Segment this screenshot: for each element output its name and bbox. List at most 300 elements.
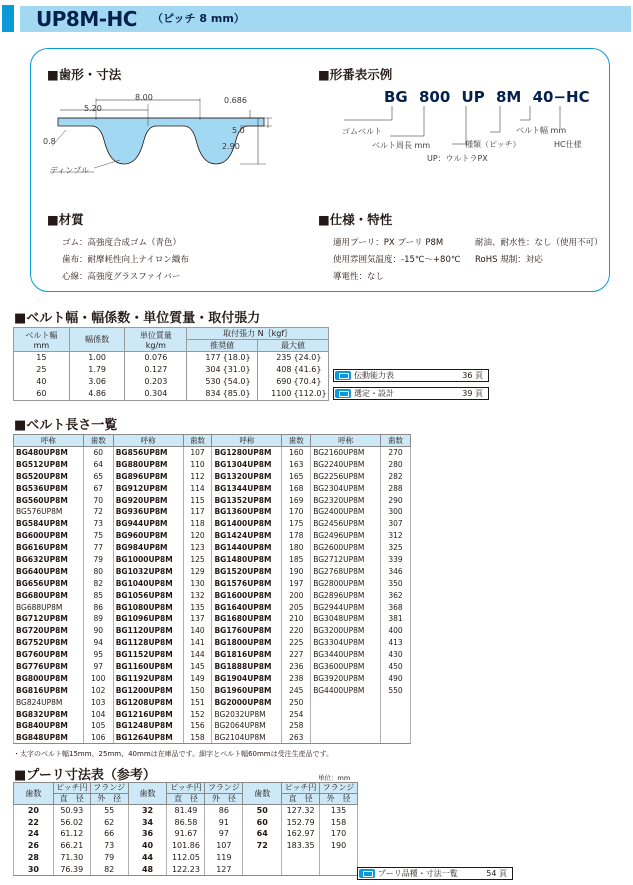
- belt-name: BG536UP8M: [14, 482, 84, 494]
- teeth-count: 32: [128, 805, 167, 817]
- label-type: 種類（ピッチ）: [465, 140, 521, 149]
- table-row: [14, 470, 411, 482]
- flange-diameter: 73: [90, 840, 128, 852]
- belt-name: BG1600UP8M: [212, 589, 282, 601]
- teeth-count: 129: [183, 565, 212, 577]
- ref-pulley-list-link[interactable]: プーリ品種・寸法一覧 54 頁: [357, 867, 513, 880]
- belt-name: BG1320UP8M: [212, 470, 282, 482]
- col-header-teeth: 歯数: [282, 435, 311, 447]
- teeth-count: 430: [381, 649, 411, 661]
- table-row: [14, 840, 358, 852]
- teeth-count: 300: [381, 506, 411, 518]
- teeth-count: [381, 732, 411, 744]
- dim-pitch: 8.00: [135, 93, 153, 102]
- pitch-diameter: 127.32: [282, 805, 320, 817]
- table-cell: {112.0}: [293, 389, 327, 399]
- table-row: [14, 684, 411, 696]
- belt-name: BG560UP8M: [14, 494, 84, 506]
- ref-selection-link[interactable]: 選定・設計 39 頁: [333, 387, 489, 400]
- belt-name: BG1080UP8M: [113, 601, 183, 613]
- col-header: ベルト幅 mm: [14, 328, 70, 352]
- dim-height: 5.0: [232, 126, 245, 135]
- table-row: [14, 852, 358, 864]
- belt-name: BG984UP8M: [113, 542, 183, 554]
- belt-name: BG1056UP8M: [113, 589, 183, 601]
- teeth-count: 210: [282, 613, 311, 625]
- teeth-count: 227: [282, 649, 311, 661]
- flange-diameter: 82: [90, 863, 128, 875]
- spec-line: 耐油、耐水性：なし（使用不可）: [475, 238, 603, 248]
- table-row: [14, 589, 411, 601]
- ref-power-table-link[interactable]: 伝動能力表 36 頁: [333, 369, 489, 382]
- belt-name: BG1208UP8M: [113, 696, 183, 708]
- belt-name: BG816UP8M: [14, 684, 84, 696]
- belt-name: BG1520UP8M: [212, 565, 282, 577]
- belt-name: BG1192UP8M: [113, 672, 183, 684]
- teeth-count: 120: [183, 530, 212, 542]
- teeth-count: 107: [183, 447, 212, 459]
- col-header-pitch-sub: 直 径: [282, 794, 320, 805]
- header-row: [14, 794, 358, 805]
- flange-diameter: 55: [90, 805, 128, 817]
- table-row: [14, 554, 411, 566]
- table-row: [14, 863, 358, 875]
- teeth-count: 160: [282, 447, 311, 459]
- table-row: [14, 601, 411, 613]
- teeth-count: 156: [183, 720, 212, 732]
- label-length: ベルト周長 mm: [372, 141, 431, 150]
- teeth-count: 86: [83, 601, 113, 613]
- pitch-diameter: 76.39: [53, 863, 90, 875]
- table-row: [14, 649, 411, 661]
- table-cell: {54.0}: [223, 376, 258, 388]
- belt-name: BG2240UP8M: [311, 458, 381, 470]
- unit-label: 単位：mm: [318, 774, 351, 782]
- belt-name: BG1480UP8M: [212, 554, 282, 566]
- belt-name: BG824UP8M: [14, 696, 84, 708]
- col-header-pitch: ピッチ円: [53, 783, 90, 794]
- table-row: [14, 828, 358, 840]
- col-header: 推奨値: [187, 340, 258, 352]
- table-row: [14, 720, 411, 732]
- belt-name: BG1424UP8M: [212, 530, 282, 542]
- pulley-table: [13, 782, 358, 876]
- stock-note: ・太字のベルト幅15mm、25mm、40mmは在庫品です。細字とベルト幅60mmは受注生産品です。: [13, 750, 334, 758]
- teeth-count: 325: [381, 542, 411, 554]
- belt-name: BG4400UP8M: [311, 684, 381, 696]
- table-cell: 15: [14, 352, 70, 364]
- table-row: [14, 352, 329, 364]
- belt-name: BG3200UP8M: [311, 625, 381, 637]
- table-row: [14, 482, 411, 494]
- table-cell: 304: [187, 364, 223, 376]
- col-header-teeth: 歯数: [183, 435, 212, 447]
- pitch-diameter: 61.12: [53, 828, 90, 840]
- flange-diameter: [320, 852, 358, 864]
- belt-name: BG3920UP8M: [311, 672, 381, 684]
- belt-name: BG1344UP8M: [212, 482, 282, 494]
- belt-name: BG1264UP8M: [113, 732, 183, 744]
- table-cell: 1100: [258, 388, 294, 400]
- teeth-count: 288: [381, 482, 411, 494]
- teeth-count: 48: [128, 863, 167, 875]
- belt-name: BG1360UP8M: [212, 506, 282, 518]
- belt-name: BG944UP8M: [113, 518, 183, 530]
- teeth-count: 175: [282, 518, 311, 530]
- table-row: [14, 565, 411, 577]
- table-row: [14, 732, 411, 744]
- teeth-count: 97: [83, 661, 113, 673]
- flange-diameter: [320, 863, 358, 875]
- belt-name: BG856UP8M: [113, 447, 183, 459]
- pitch-diameter: 122.23: [167, 863, 205, 875]
- belt-name: [311, 696, 381, 708]
- flange-diameter: 86: [205, 805, 243, 817]
- spec-heading: ■仕様・特性: [318, 212, 393, 227]
- teeth-count: 158: [183, 732, 212, 744]
- col-header-name: 呼称: [113, 435, 183, 447]
- table-row: [14, 530, 411, 542]
- teeth-count: 130: [183, 577, 212, 589]
- pitch-diameter: 81.49: [167, 805, 205, 817]
- col-header-name: 呼称: [14, 435, 84, 447]
- teeth-count: 185: [282, 554, 311, 566]
- length-table: [13, 434, 411, 744]
- table-row: [14, 458, 411, 470]
- table-cell: 1.00: [69, 352, 125, 364]
- belt-name: BG2600UP8M: [311, 542, 381, 554]
- teeth-count: 205: [282, 601, 311, 613]
- teeth-count: 225: [282, 637, 311, 649]
- pulley-table-heading: ■プーリ寸法表（参考）: [14, 768, 156, 783]
- teeth-count: 168: [282, 482, 311, 494]
- teeth-count: [381, 708, 411, 720]
- table-cell: 60: [14, 388, 70, 400]
- belt-name: BG1304UP8M: [212, 458, 282, 470]
- pitch-diameter: 50.93: [53, 805, 90, 817]
- teeth-count: 67: [83, 482, 113, 494]
- dim-land: 5.20: [84, 104, 102, 113]
- flange-diameter: 97: [205, 828, 243, 840]
- teeth-count: 100: [83, 672, 113, 684]
- header-band: [20, 6, 631, 32]
- table-cell: 0.127: [125, 364, 187, 376]
- teeth-count: [381, 696, 411, 708]
- belt-name: BG1904UP8M: [212, 672, 282, 684]
- belt-name: BG480UP8M: [14, 447, 84, 459]
- teeth-count: 190: [282, 565, 311, 577]
- belt-name: BG2064UP8M: [212, 720, 282, 732]
- code-hc: HC: [566, 88, 590, 106]
- belt-name: BG1096UP8M: [113, 613, 183, 625]
- col-header-name: 呼称: [311, 435, 381, 447]
- belt-name: BG3600UP8M: [311, 661, 381, 673]
- belt-name: [311, 720, 381, 732]
- col-header-flange-sub: 外 径: [320, 794, 358, 805]
- teeth-count: 178: [282, 530, 311, 542]
- teeth-count: 141: [183, 637, 212, 649]
- flange-diameter: 119: [205, 852, 243, 864]
- belt-name: BG960UP8M: [113, 530, 183, 542]
- teeth-count: 200: [282, 589, 311, 601]
- teeth-count: 79: [83, 554, 113, 566]
- belt-name: BG3304UP8M: [311, 637, 381, 649]
- spec-line: 適用プーリ：PX プーリ P8M: [333, 238, 444, 248]
- teeth-count: 258: [282, 720, 311, 732]
- label-hc: HC仕様: [554, 140, 582, 149]
- teeth-count: 152: [183, 708, 212, 720]
- teeth-count: 26: [14, 840, 54, 852]
- belt-name: BG576UP8M: [14, 506, 84, 518]
- teeth-count: 236: [282, 661, 311, 673]
- teeth-count: 381: [381, 613, 411, 625]
- table-row: [14, 613, 411, 625]
- belt-name: BG3440UP8M: [311, 649, 381, 661]
- spec-line: RoHS 規制：対応: [475, 255, 543, 265]
- belt-name: BG2712UP8M: [311, 554, 381, 566]
- teeth-count: 220: [282, 625, 311, 637]
- col-header-teeth: 歯数: [14, 783, 54, 805]
- teeth-count: 77: [83, 542, 113, 554]
- belt-name: BG2320UP8M: [311, 494, 381, 506]
- teeth-count: 30: [14, 863, 54, 875]
- teeth-count: 24: [14, 828, 54, 840]
- belt-name: BG920UP8M: [113, 494, 183, 506]
- dim-radius: 0.8: [43, 137, 56, 146]
- teeth-count: 350: [381, 577, 411, 589]
- belt-name: BG1280UP8M: [212, 447, 282, 459]
- width-table-heading: ■ベルト幅・幅係数・単位質量・取付張力: [14, 311, 261, 326]
- flange-diameter: 79: [90, 852, 128, 864]
- teeth-count: 144: [183, 649, 212, 661]
- teeth-count: 94: [83, 637, 113, 649]
- col-header-flange-sub: 外 径: [90, 794, 128, 805]
- teeth-count: 80: [83, 565, 113, 577]
- dimple-label: ディンプル: [50, 166, 90, 175]
- col-header-teeth: 歯数: [243, 783, 282, 805]
- table-cell: {70.4}: [293, 376, 328, 388]
- flange-diameter: 190: [320, 840, 358, 852]
- table-row: [14, 577, 411, 589]
- flange-diameter: 158: [320, 816, 358, 828]
- flange-diameter: 135: [320, 805, 358, 817]
- belt-name: BG2400UP8M: [311, 506, 381, 518]
- designation-code: BG 800 UP 8M 40−HC: [384, 88, 590, 106]
- flange-diameter: 127: [205, 863, 243, 875]
- teeth-count: 150: [183, 684, 212, 696]
- code-up: UP: [461, 88, 485, 106]
- belt-name: BG1040UP8M: [113, 577, 183, 589]
- belt-name: BG1352UP8M: [212, 494, 282, 506]
- belt-name: BG776UP8M: [14, 661, 84, 673]
- belt-name: [311, 732, 381, 744]
- dim-thickness: 0.686: [224, 96, 247, 105]
- teeth-count: 339: [381, 554, 411, 566]
- flange-diameter: 91: [205, 816, 243, 828]
- pitch-diameter: 71.30: [53, 852, 90, 864]
- label-rubber: ゴムベルト: [342, 127, 382, 136]
- col-header-teeth: 歯数: [83, 435, 113, 447]
- teeth-count: 450: [381, 661, 411, 673]
- belt-name: BG2000UP8M: [212, 696, 282, 708]
- belt-name: [311, 708, 381, 720]
- flange-diameter: 66: [90, 828, 128, 840]
- teeth-count: 282: [381, 470, 411, 482]
- teeth-count: 60: [83, 447, 113, 459]
- teeth-count: 307: [381, 518, 411, 530]
- belt-name: BG1888UP8M: [212, 661, 282, 673]
- belt-name: BG2104UP8M: [212, 732, 282, 744]
- table-row: [14, 506, 411, 518]
- teeth-count: 64: [243, 828, 282, 840]
- table-cell: {18.0}: [223, 352, 258, 364]
- belt-name: BG600UP8M: [14, 530, 84, 542]
- belt-name: BG2800UP8M: [311, 577, 381, 589]
- table-row: [14, 661, 411, 673]
- label-width: ベルト幅 mm: [516, 126, 567, 135]
- table-cell: 408: [258, 364, 294, 376]
- col-header-flange: フランジ: [320, 783, 358, 794]
- table-cell: 0.304: [125, 388, 187, 400]
- teeth-count: 102: [83, 684, 113, 696]
- teeth-count: 36: [128, 828, 167, 840]
- belt-name: BG1960UP8M: [212, 684, 282, 696]
- pitch-diameter: 101.86: [167, 840, 205, 852]
- teeth-count: 132: [183, 589, 212, 601]
- teeth-count: 28: [14, 852, 54, 864]
- belt-name: BG2256UP8M: [311, 470, 381, 482]
- table-row: [14, 672, 411, 684]
- teeth-count: 114: [183, 482, 212, 494]
- table-row: [14, 518, 411, 530]
- belt-name: BG2456UP8M: [311, 518, 381, 530]
- teeth-count: [381, 720, 411, 732]
- belt-name: BG896UP8M: [113, 470, 183, 482]
- teeth-count: 263: [282, 732, 311, 744]
- teeth-count: 165: [282, 470, 311, 482]
- teeth-count: 145: [183, 661, 212, 673]
- col-header-teeth: 歯数: [128, 783, 167, 805]
- teeth-count: 135: [183, 601, 212, 613]
- table-row: [14, 696, 411, 708]
- table-cell: 40: [14, 376, 70, 388]
- belt-name: BG1760UP8M: [212, 625, 282, 637]
- table-row: [14, 625, 411, 637]
- reference-icon: [359, 869, 375, 878]
- col-header-flange: フランジ: [90, 783, 128, 794]
- teeth-count: [243, 852, 282, 864]
- belt-name: BG800UP8M: [14, 672, 84, 684]
- belt-name: BG1680UP8M: [212, 613, 282, 625]
- table-cell: 530: [187, 376, 223, 388]
- teeth-count: 163: [282, 458, 311, 470]
- teeth-count: 550: [381, 684, 411, 696]
- belt-name: BG520UP8M: [14, 470, 84, 482]
- table-cell: {41.6}: [293, 364, 328, 376]
- material-line: 歯布：耐摩耗性向上ナイロン織布: [62, 255, 189, 265]
- teeth-count: 170: [282, 506, 311, 518]
- material-heading: ■材質: [47, 212, 84, 227]
- pitch-diameter: [282, 852, 320, 864]
- col-header-pitch: ピッチ円: [282, 783, 320, 794]
- teeth-count: 73: [83, 518, 113, 530]
- dim-depth: 2.90: [222, 142, 240, 151]
- col-header-flange-sub: 外 径: [205, 794, 243, 805]
- teeth-count: 290: [381, 494, 411, 506]
- teeth-count: 34: [128, 816, 167, 828]
- teeth-count: [243, 863, 282, 875]
- belt-name: BG1216UP8M: [113, 708, 183, 720]
- teeth-count: 82: [83, 577, 113, 589]
- teeth-count: 368: [381, 601, 411, 613]
- belt-name: BG1400UP8M: [212, 518, 282, 530]
- spec-line: 使用雰囲気温度：-15℃～+80℃: [333, 255, 461, 265]
- teeth-count: 104: [83, 708, 113, 720]
- table-row: [14, 708, 411, 720]
- teeth-count: 117: [183, 506, 212, 518]
- table-row: [14, 542, 411, 554]
- teeth-count: 180: [282, 542, 311, 554]
- flange-diameter: 62: [90, 816, 128, 828]
- belt-name: BG1160UP8M: [113, 661, 183, 673]
- belt-name: BG1120UP8M: [113, 625, 183, 637]
- belt-name: BG752UP8M: [14, 637, 84, 649]
- belt-name: BG616UP8M: [14, 542, 84, 554]
- belt-name: BG2032UP8M: [212, 708, 282, 720]
- pitch-diameter: 86.58: [167, 816, 205, 828]
- teeth-count: 106: [83, 732, 113, 744]
- belt-name: BG1816UP8M: [212, 649, 282, 661]
- teeth-count: 85: [83, 589, 113, 601]
- col-header-pitch-sub: 直 径: [167, 794, 205, 805]
- teeth-count: 312: [381, 530, 411, 542]
- teeth-count: 362: [381, 589, 411, 601]
- teeth-count: 22: [14, 816, 54, 828]
- teeth-count: 413: [381, 637, 411, 649]
- teeth-count: 70: [83, 494, 113, 506]
- table-cell: {31.0}: [223, 364, 258, 376]
- designation-heading: ■形番表示例: [318, 67, 393, 82]
- teeth-count: 151: [183, 696, 212, 708]
- belt-name: BG1440UP8M: [212, 542, 282, 554]
- belt-name: BG760UP8M: [14, 649, 84, 661]
- code-width: 40: [532, 88, 554, 106]
- belt-name: BG1000UP8M: [113, 554, 183, 566]
- teeth-count: 169: [282, 494, 311, 506]
- belt-name: BG936UP8M: [113, 506, 183, 518]
- teeth-count: 137: [183, 613, 212, 625]
- belt-name: BG1200UP8M: [113, 684, 183, 696]
- col-header-pitch-sub: 直 径: [53, 794, 90, 805]
- belt-name: BG2896UP8M: [311, 589, 381, 601]
- teeth-count: 110: [183, 458, 212, 470]
- teeth-count: 103: [83, 696, 113, 708]
- belt-name: BG1032UP8M: [113, 565, 183, 577]
- teeth-count: 490: [381, 672, 411, 684]
- flange-diameter: 107: [205, 840, 243, 852]
- belt-name: BG2768UP8M: [311, 565, 381, 577]
- belt-name: BG584UP8M: [14, 518, 84, 530]
- page-subtitle: （ピッチ 8 mm）: [152, 12, 245, 25]
- pitch-diameter: 162.97: [282, 828, 320, 840]
- table-cell: 3.06: [69, 376, 125, 388]
- belt-name: BG640UP8M: [14, 565, 84, 577]
- teeth-count: 50: [243, 805, 282, 817]
- teeth-count: 197: [282, 577, 311, 589]
- belt-name: BG688UP8M: [14, 601, 84, 613]
- teeth-count: 254: [282, 708, 311, 720]
- belt-name: BG1800UP8M: [212, 637, 282, 649]
